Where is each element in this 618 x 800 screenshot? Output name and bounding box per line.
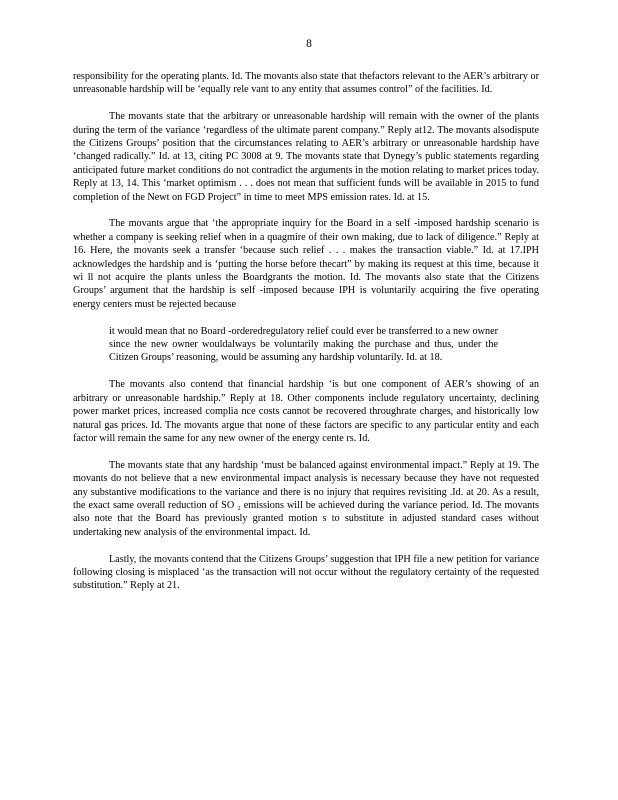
paragraph-continuation: responsibility for the operating plants. Id. The movants also state that thefactors relevant to the AER’s arbitrary or unreasonable hardship will be ‘equally rele vant to any entity that assumes control” of the facilities. Id. [73, 71, 539, 96]
paragraph-self-imposed-hardship: The movants argue that ‘the appropriate inquiry for the Board in a self -imposed hardship scenario is whether a company is seeking relief when in a quagmire of their own making, due to lack of diligence.” Reply at 16. Here, the movants seek a transfer ‘because such relief . . . makes the transaction viable.” Id. at 17.IPH acknowledges the hardship and is ‘putting the horse before thecart” by making its request at this time, because it wi ll not acquire the plants unless the Boardgrants the motion. Id. The movants also state that the Citizens Groups’ argument that the hardship is self -imposed because IPH is voluntarily acquiring the five operating energy centers must be rejected because [73, 218, 539, 310]
paragraph-financial-hardship: The movants also contend that financial hardship ‘is but one component of AER’s showing of an arbitrary or unreasonable hardship.” Reply at 18. Other components include regulatory uncertainty, declining power market prices, increased complia nce costs cannot be recovered throughrate charges, and historically low natural gas prices. Id. The movants argue that none of these factors are specific to any particular entity and each factor will remain the same for any new owner of the energy cente rs. Id. [73, 379, 539, 444]
page-number: 8 [306, 38, 312, 50]
paragraph-hardship-remains: The movants state that the arbitrary or unreasonable hardship will remain with the owner of the plants during the term of the variance ‘regardless of the ultimate parent company.” Reply at12. The movants alsodispute the Citizens Groups’ position that the circumstances relating to AER’s arbitrary or unreasonable hardship have ‘changed radically.” Id. at 13, citing PC 3008 at 9. The movants state that Dynegy’s public statements regarding anticipated future market conditions do not contradict the arguments in the motion relating to market prices today. Reply at 13, 14. This ‘market optimism . . . does not mean that sufficient funds will be available in 2015 to fund completion of the Newt on FGD Project” in time to meet MPS emission rates. Id. at 15. [73, 111, 539, 203]
document-body [73, 70, 539, 606]
paragraph-environmental-impact: The movants state that any hardship ‘must be balanced against environmental impact.” Reply at 19. The movants do not believe that a new environmental impact analysis is necessary because they have not requested any substantive modifications to the variance and there is no injury that requires revisiting .Id. at 20. As a result, the exact same overall reduction of SO ₂ emissions will be achieved during the variance period. Id. The movants also note that the Board has previously granted motion s to substitute in adjusted standard cases without undertaking new analysis of the environmental impact. Id. [73, 459, 539, 538]
paragraph-new-petition: Lastly, the movants contend that the Citizens Groups’ suggestion that IPH file a new petition for variance following closing is misplaced ‘as the transaction will not occur without the regulatory certainty of the requested substitution.” Reply at 21. [73, 553, 539, 592]
block-quote: it would mean that no Board -orderedregulatory relief could ever be transferred to a new owner since the new owner wouldalways be voluntarily making the purchase and thus, under the Citizen Groups’ reasoning, would be assuming any hardship voluntarily. Id. at 18. [109, 325, 498, 364]
